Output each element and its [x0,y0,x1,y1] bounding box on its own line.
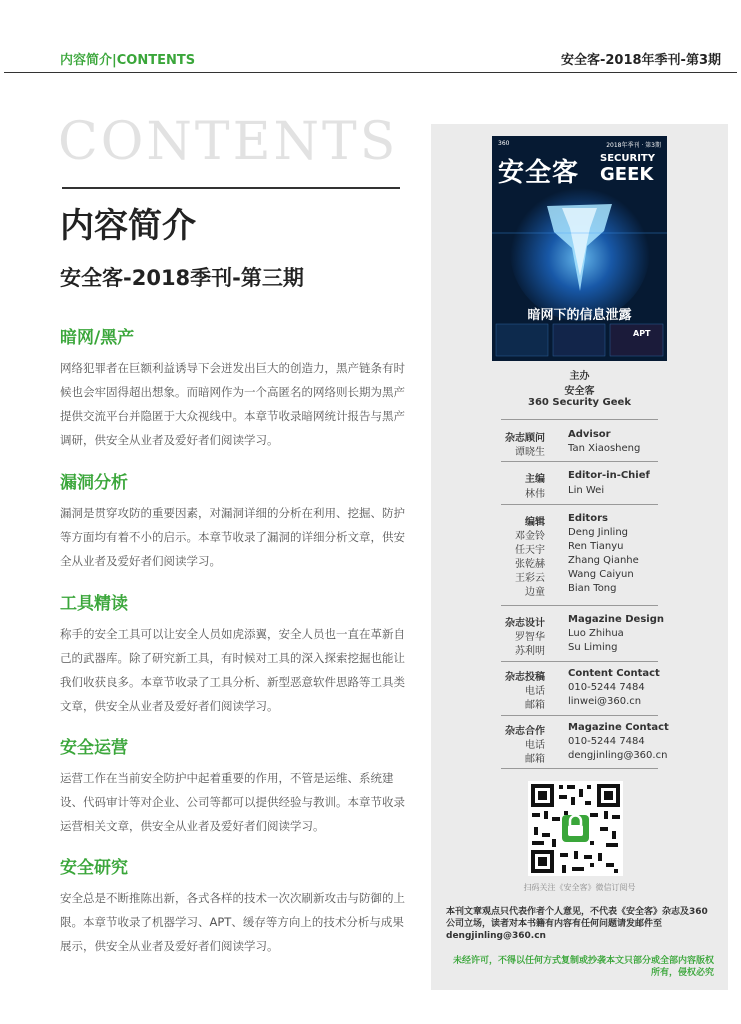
cover-en-line2: GEEK [600,164,654,185]
cover-en-line1: SECURITY [600,153,655,164]
divider [501,661,658,662]
contact-email: linwei@360.cn [568,696,642,707]
staff-row [431,682,728,696]
section-body: 网络犯罪者在巨额利益诱导下会迸发出巨大的创造力，黑产链条有时候也会牢固得超出想象。而暗网作为一个高匿名的网络则长期为黑产提供交流平台并隐匿于大众视线中。本章节收录暗网统计报告与黑产调研，供安全从业者及爱好者们阅读学习。 [60,361,405,447]
section-heading: 工具精读 [60,594,128,614]
qr-icon [528,781,623,876]
staff-name-en: Su Liming [568,642,618,653]
staff-row [431,470,728,484]
contact-phone: 010-5244 7484 [568,736,645,747]
staff-name-en: Ren Tianyu [568,541,624,552]
section-body: 称手的安全工具可以让安全人员如虎添翼，安全人员也一直在革新自己的武器库。除了研究新工具，有时候对工具的深入探索挖掘也能让我们收获良多。本章节收录了工具分析、新型恶意软件思路等工具类文章，供安全从业者及爱好者们阅读学习。 [60,627,405,713]
cover-issue: 2018年季刊 · 第3期 [606,142,661,149]
qr-caption: 扫码关注《安全客》微信订阅号 [523,883,636,892]
staff-role: 杂志顾问 [505,433,545,444]
header-issue-label: 安全客-2018年季刊-第3期 [560,53,721,68]
contents-watermark: CONTENTS [58,112,399,172]
copyright-warning: 未经许可，不得以任何方式复制或抄袭本文只部分或全部内容版权所有，侵权必究 [452,956,714,978]
staff-row [431,642,728,656]
divider [501,504,658,505]
staff-name-en: Zhang Qianhe [568,555,639,566]
staff-row [431,429,728,443]
cover-brand: 360 [498,140,510,147]
staff-row [431,443,728,457]
staff-row [431,696,728,710]
divider [501,768,658,769]
page-title: 内容简介 [60,206,196,246]
staff-role-en: Editor-in-Chief [568,470,650,481]
staff-row [431,668,728,682]
divider [501,605,658,606]
host-name: 安全客 [564,386,595,397]
section-heading: 漏洞分析 [60,473,128,493]
divider [501,461,658,462]
divider [501,419,658,420]
staff-row [431,513,728,527]
staff-label: 电话 [525,740,545,751]
staff-row [431,722,728,736]
section-tools [60,589,415,718]
cover-caption: 暗网下的信息泄露 [527,308,632,323]
cover-title: 安全客 [498,158,580,188]
staff-name: 苏利明 [515,646,545,657]
staff-name: 邓金铃 [515,531,545,542]
section-heading: 安全研究 [60,858,128,878]
contact-phone: 010-5244 7484 [568,682,645,693]
staff-row [431,614,728,628]
staff-role-en: Magazine Contact [568,722,669,733]
section-operations [60,733,415,838]
section-body: 运营工作在当前安全防护中起着重要的作用，不管是运维、系统建设、代码审计等对企业、公司等都可以提供经验与教训。本章节收录运营相关文章，供安全从业者及爱好者们阅读学习。 [60,771,405,833]
header-divider [4,72,737,73]
section-research [60,853,415,958]
page-subtitle: 安全客-2018季刊-第三期 [60,266,304,290]
staff-row [431,583,728,597]
staff-row [431,736,728,750]
section-body: 安全总是不断推陈出新，各式各样的技术一次次刷新攻击与防御的上限。本章节收录了机器学习、APT、缓存等方向上的技术分析与成果展示，供安全从业者及爱好者们阅读学习。 [60,891,405,953]
disclaimer-note: 本刊文章观点只代表作者个人意见，不代表《安全客》杂志及360公司立场，读者对本书籍有内容有任何问题请发邮件至dengjinling@360.cn [446,907,708,941]
staff-row [431,750,728,764]
staff-row [431,555,728,569]
staff-label: 电话 [525,686,545,697]
staff-role-en: Advisor [568,429,611,440]
staff-name-en: Bian Tong [568,583,617,594]
staff-row [431,569,728,583]
header-section-label: 内容简介|CONTENTS [60,53,196,68]
staff-role-en: Editors [568,513,608,524]
staff-row [431,485,728,499]
staff-role-en: Magazine Design [568,614,664,625]
staff-name: 谭晓生 [515,447,545,458]
staff-role: 杂志合作 [505,726,545,737]
staff-name: 边童 [525,587,545,598]
staff-name-en: Luo Zhihua [568,628,624,639]
section-darkweb [60,323,415,452]
section-heading: 安全运营 [60,738,128,758]
section-vuln-analysis [60,468,415,573]
staff-name-en: Lin Wei [568,485,605,496]
title-divider [62,187,400,189]
host-label: 主办 [569,371,590,382]
staff-name: 张乾赫 [515,559,545,570]
staff-row [431,527,728,541]
staff-row [431,541,728,555]
staff-role: 主编 [525,474,545,485]
staff-label: 邮箱 [525,700,545,711]
staff-role-en: Content Contact [568,668,660,679]
divider [501,715,658,716]
staff-name: 任天宇 [515,545,545,556]
wechat-qr-code [528,781,623,876]
section-body: 漏洞是贯穿攻防的重要因素，对漏洞详细的分析在利用、挖掘、防护等方面均有着不小的启示。本章节收录了漏洞的详细分析文章，供安全从业者及爱好者们阅读学习。 [60,506,405,568]
section-heading: 暗网/黑产 [60,328,135,348]
staff-role: 杂志投稿 [505,672,545,683]
staff-name: 王彩云 [515,573,545,584]
contact-email: dengjinling@360.cn [568,750,668,761]
cover-badge: APT [633,329,651,338]
staff-role: 编辑 [525,517,545,528]
staff-name-en: Tan Xiaosheng [568,443,641,454]
staff-row [431,628,728,642]
staff-role: 杂志设计 [505,618,545,629]
staff-name: 罗智华 [515,632,545,643]
staff-name-en: Wang Caiyun [568,569,634,580]
staff-name: 林伟 [525,489,545,500]
staff-name-en: Deng Jinling [568,527,629,538]
magazine-cover [492,136,667,361]
masthead-sidebar [431,124,728,990]
host-name-en: 360 Security Geek [528,397,631,408]
staff-label: 邮箱 [525,754,545,765]
